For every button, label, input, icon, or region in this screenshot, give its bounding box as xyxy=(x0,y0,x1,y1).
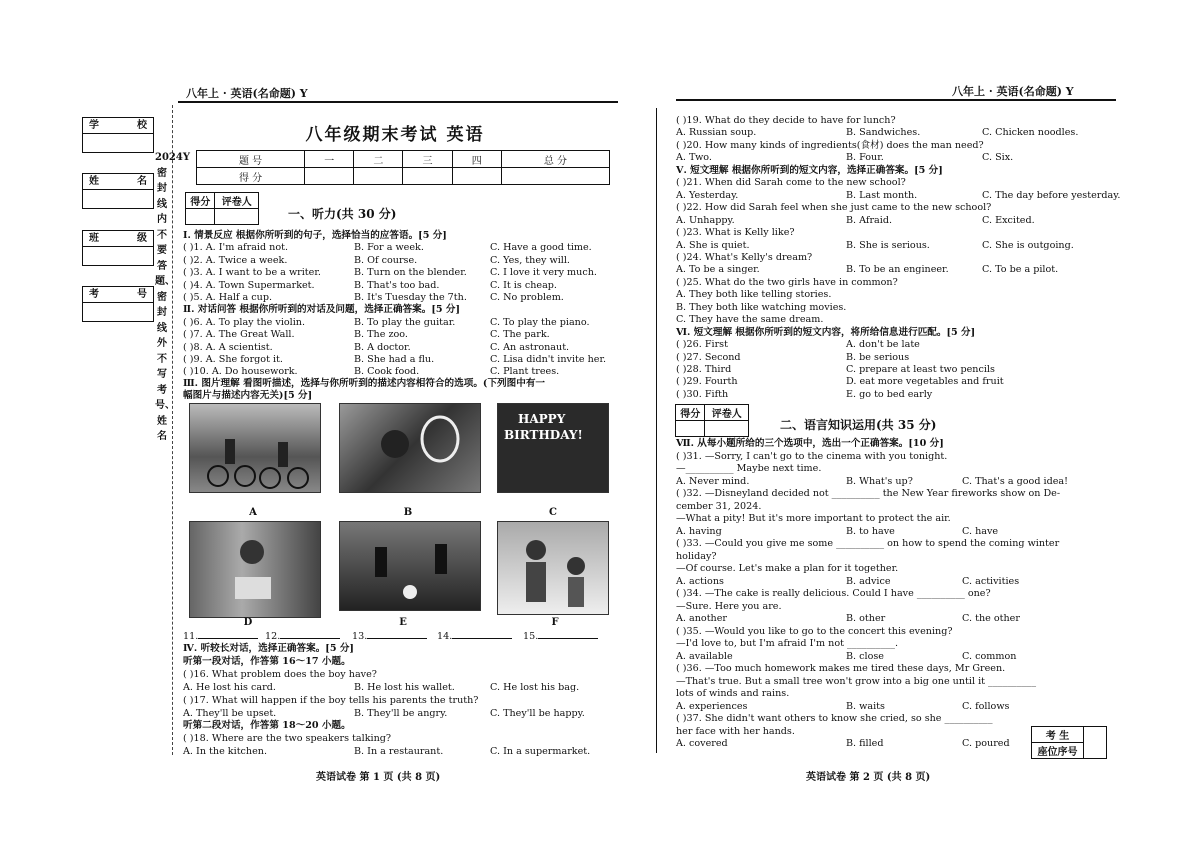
school-box[interactable]: 学 校 xyxy=(82,117,154,153)
answer-blank-15[interactable]: 15. xyxy=(523,631,598,643)
answer-blank-14[interactable]: 14. xyxy=(437,631,512,643)
question-line: ( )31. —Sorry, I can't go to the cinema with you tonight. xyxy=(676,450,948,462)
question-line: —What a pity! But it's more important to protect the air. xyxy=(676,513,951,524)
option-b: B. close xyxy=(846,650,884,662)
seal-line xyxy=(172,105,173,755)
question-line: ( )25. What do the two girls have in common? xyxy=(676,276,898,288)
score-row-label: 得 分 xyxy=(197,168,305,185)
question-line: ( )27. Second xyxy=(676,351,741,363)
question-line: —Of course. Let's make a plan for it together. xyxy=(676,563,899,574)
score-cell[interactable] xyxy=(305,168,354,185)
option-c: C. poured xyxy=(962,738,1010,749)
section-instruction: Ⅶ. 从每小题所给的三个选项中，选出一个正确答案。[10 分] xyxy=(676,438,944,449)
option-b: B. be serious xyxy=(846,351,910,363)
footer-left: 英语试卷 第 1 页 (共 8 页) xyxy=(316,772,441,783)
name-box[interactable]: 姓 名 xyxy=(82,173,154,209)
question-line: ( )7. A. The Great Wall. xyxy=(183,329,295,341)
header-rule-right xyxy=(676,99,1116,101)
option-b: A. don't be late xyxy=(846,339,920,351)
question-line: ( )36. —Too much homework makes me tired these days, Mr Green. xyxy=(676,663,1006,674)
question-line: ( )17. What will happen if the boy tells his parents the truth? xyxy=(183,694,479,706)
question-line: ( )33. —Could you give me some __________ on how to spend the coming winter xyxy=(676,538,1060,549)
score-header-cell: 四 xyxy=(452,151,501,168)
answer-blank-11[interactable]: 11. xyxy=(183,631,258,643)
picture-b-tennis xyxy=(339,403,481,493)
question-line: her face with her hands. xyxy=(676,725,795,737)
score-cell[interactable] xyxy=(354,168,403,185)
picture-d-reading xyxy=(189,521,321,618)
option-b: B. To play the guitar. xyxy=(354,316,456,328)
page-header-left: 八年上 · 英语(名命题) Y xyxy=(186,87,308,100)
seat-number-box: 考 生 座位序号 xyxy=(1031,726,1107,759)
question-line: B. They both like watching movies. xyxy=(676,301,847,313)
question-line: ( )2. A. Twice a week. xyxy=(183,254,288,266)
page-divider xyxy=(656,108,657,753)
option-c: C. In a supermarket. xyxy=(490,746,591,758)
option-b: B. What's up? xyxy=(846,475,913,487)
question-line: ( )6. A. To play the violin. xyxy=(183,316,306,328)
option-b: D. eat more vegetables and fruit xyxy=(846,376,1004,388)
question-line: ( )3. A. I want to be a writer. xyxy=(183,267,321,279)
question-line: ( )1. A. I'm afraid not. xyxy=(183,242,289,254)
picture-label: B xyxy=(403,507,413,518)
option-b: B. Of course. xyxy=(354,254,418,266)
answer-blank-12[interactable]: 12. xyxy=(265,631,340,643)
option-b: B. She is serious. xyxy=(846,239,930,251)
picture-label: D xyxy=(243,617,253,628)
question-line: A. They'll be upset. xyxy=(183,707,277,719)
question-line: ( )21. When did Sarah come to the new school? xyxy=(676,177,906,189)
question-line: A. available xyxy=(676,650,733,662)
score-header-cell: 总 分 xyxy=(501,151,609,168)
page-title: 八年级期末考试 英语 xyxy=(305,125,485,145)
question-line: ( )20. How many kinds of ingredients(食材) does the man need? xyxy=(676,139,984,151)
score-table xyxy=(196,150,610,185)
option-b: B. waits xyxy=(846,700,885,712)
option-b: B. advice xyxy=(846,575,891,587)
option-b: B. Cook food. xyxy=(354,366,420,378)
option-c: C. I love it very much. xyxy=(490,267,597,279)
option-c: C. Have a good time. xyxy=(490,242,592,254)
question-line: A. covered xyxy=(676,738,728,749)
option-b: B. A doctor. xyxy=(354,341,411,353)
question-line: ( )10. A. Do housework. xyxy=(183,366,298,378)
question-line: A. Russian soup. xyxy=(676,127,757,139)
score-header-cell: 二 xyxy=(354,151,403,168)
question-line: ( )8. A. A scientist. xyxy=(183,341,273,353)
class-box[interactable]: 班 级 xyxy=(82,230,154,266)
option-b: B. To be an engineer. xyxy=(846,264,949,276)
question-line: —__________ Maybe next time. xyxy=(676,463,822,474)
picture-label: A xyxy=(249,507,257,518)
option-b: B. The zoo. xyxy=(354,329,408,341)
option-b: E. go to bed early xyxy=(846,388,933,400)
option-c: C. To play the piano. xyxy=(490,316,590,328)
option-c: C. Six. xyxy=(982,152,1014,164)
section-instruction: Ⅳ. 听较长对话，选择正确答案。[5 分] xyxy=(183,643,354,654)
picture-label: C xyxy=(549,507,557,518)
section-instruction: 听第二段对话，作答第 18～20 小题。 xyxy=(183,720,351,732)
option-c: C. Lisa didn't invite her. xyxy=(490,354,607,365)
question-line: lots of winds and rains. xyxy=(676,688,790,699)
question-line: ( )23. What is Kelly like? xyxy=(676,227,795,239)
footer-right: 英语试卷 第 2 页 (共 8 页) xyxy=(806,772,931,783)
bicycle-icon xyxy=(190,404,320,492)
picture-a-cyclists xyxy=(189,403,321,493)
picture-label: F xyxy=(551,617,559,628)
question-line: —Sure. Here you are. xyxy=(676,600,782,612)
birthday-text-2: BIRTHDAY! xyxy=(504,428,583,442)
people-icon xyxy=(498,522,608,614)
option-c: C. The day before yesterday. xyxy=(982,189,1121,201)
option-b: B. In a restaurant. xyxy=(354,746,444,758)
score-cell[interactable] xyxy=(501,168,609,185)
question-line: A. Unhappy. xyxy=(676,214,735,226)
option-c: C. No problem. xyxy=(490,292,564,303)
birthday-text-1: HAPPY xyxy=(518,412,566,426)
section-instruction: 听第一段对话，作答第 16～17 小题。 xyxy=(183,655,351,667)
option-c: C. He lost his bag. xyxy=(490,681,580,693)
grader-box-2: 得分 评卷人 xyxy=(675,404,749,437)
score-cell[interactable] xyxy=(403,168,452,185)
question-line: A. Yesterday. xyxy=(676,189,739,201)
football-icon xyxy=(340,522,480,610)
question-line: cember 31, 2024. xyxy=(676,500,762,512)
option-b: B. He lost his wallet. xyxy=(354,681,455,693)
seat-number-input[interactable] xyxy=(1084,727,1107,759)
question-line: —That's true. But a small tree won't grow into a big one until it __________ xyxy=(676,675,1037,687)
score-header-cell: 三 xyxy=(403,151,452,168)
option-b: B. They'll be angry. xyxy=(354,707,448,719)
option-b: B. Turn on the blender. xyxy=(354,267,467,279)
option-c: C. activities xyxy=(962,575,1020,587)
question-line: A. In the kitchen. xyxy=(183,746,268,758)
question-line: ( )28. Third xyxy=(676,364,732,375)
option-c: C. They'll be happy. xyxy=(490,707,585,719)
option-b: B. to have xyxy=(846,525,895,537)
seal-line-text: 2024Y密封线内不要答题、密封线外不写考号、姓名 xyxy=(155,152,190,442)
option-b: B. It's Tuesday the 7th. xyxy=(354,292,467,303)
option-b: B. For a week. xyxy=(354,242,424,254)
option-c: C. Excited. xyxy=(982,214,1035,226)
option-b: B. Afraid. xyxy=(846,214,893,226)
question-line: ( )5. A. Half a cup. xyxy=(183,292,273,303)
question-line: C. They have the same dream. xyxy=(676,314,824,326)
picture-f-talking xyxy=(497,521,609,615)
question-line: ( )32. —Disneyland decided not __________ the New Year fireworks show on De- xyxy=(676,488,1061,499)
question-line: —I'd love to, but I'm afraid I'm not __________. xyxy=(676,638,899,649)
option-b: B. filled xyxy=(846,738,884,749)
question-line: A. They both like telling stories. xyxy=(676,289,832,301)
question-line: ( )29. Fourth xyxy=(676,376,738,388)
option-b: B. Four. xyxy=(846,152,884,164)
option-c: C. Plant trees. xyxy=(490,366,560,378)
question-line: A. To be a singer. xyxy=(676,264,760,276)
option-b: B. other xyxy=(846,613,886,624)
option-c: C. the other xyxy=(962,613,1020,624)
option-c: C. common xyxy=(962,650,1017,662)
option-c: C. It is cheap. xyxy=(490,279,557,291)
page-header-right: 八年上 · 英语(名命题) Y xyxy=(952,85,1074,98)
question-line: A. actions xyxy=(676,575,724,587)
option-b: B. Last month. xyxy=(846,189,918,201)
section-instruction: Ⅵ. 短文理解 根据你所听到的短文内容，将所给信息进行匹配。[5 分] xyxy=(676,326,976,338)
question-line: ( )37. She didn't want others to know she cried, so she __________ xyxy=(676,713,993,724)
option-c: C. Yes, they will. xyxy=(490,254,570,266)
score-cell[interactable] xyxy=(452,168,501,185)
option-b: B. She had a flu. xyxy=(354,354,435,365)
question-line: ( )34. —The cake is really delicious. Could I have __________ one? xyxy=(676,588,991,599)
option-b: B. Sandwiches. xyxy=(846,127,921,139)
section-instruction: Ⅴ. 短文理解 根据你所听到的短文内容，选择正确答案。[5 分] xyxy=(676,164,943,176)
option-c: C. have xyxy=(962,525,999,537)
option-c: C. To be a pilot. xyxy=(982,264,1059,276)
score-header-cell: 题 号 xyxy=(197,151,305,168)
section-2-title: 二、语言知识运用(共 35 分) xyxy=(780,418,937,432)
option-b: B. That's too bad. xyxy=(354,279,440,291)
option-b: C. prepare at least two pencils xyxy=(846,364,995,375)
question-line: A. He lost his card. xyxy=(183,681,276,693)
picture-label: E xyxy=(399,617,407,628)
grader-box-1: 得分 评卷人 xyxy=(185,192,259,225)
picture-e-football xyxy=(339,521,481,611)
question-line: holiday? xyxy=(676,550,717,562)
option-c: C. follows xyxy=(962,700,1010,712)
pic-instruction: Ⅲ. 图片理解 看图听描述，选择与你所听到的描述内容相符合的选项。(下列图中有一 xyxy=(183,378,546,389)
picture-c-birthday xyxy=(497,403,609,493)
question-line: A. another xyxy=(676,613,727,624)
option-c: C. She is outgoing. xyxy=(982,239,1074,251)
question-line: ( )16. What problem does the boy have? xyxy=(183,668,377,680)
question-line: A. having xyxy=(676,525,722,537)
option-c: C. An astronaut. xyxy=(490,341,570,353)
question-line: ( )24. What's Kelly's dream? xyxy=(676,251,813,263)
section-instruction: Ⅱ. 对话问答 根据你所听到的对话及问题，选择正确答案。[5 分] xyxy=(183,304,461,316)
question-line: ( )19. What do they decide to have for lunch? xyxy=(676,115,896,126)
pic-instruction-2: 幅图片与描述内容无关)[5 分] xyxy=(183,390,313,401)
option-c: C. The park. xyxy=(490,329,550,341)
answer-blank-13[interactable]: 13. xyxy=(352,631,427,643)
option-c: C. That's a good idea! xyxy=(962,475,1068,487)
header-rule-left xyxy=(178,101,618,103)
question-line: A. Two. xyxy=(676,152,712,164)
question-line: A. She is quiet. xyxy=(676,239,750,251)
score-header-cell: 一 xyxy=(305,151,354,168)
question-line: ( )9. A. She forgot it. xyxy=(183,354,283,365)
exam-number-box[interactable]: 考 号 xyxy=(82,286,154,322)
question-line: ( )30. Fifth xyxy=(676,388,729,400)
question-line: A. experiences xyxy=(676,700,748,712)
question-line: ( )26. First xyxy=(676,339,728,351)
question-line: A. Never mind. xyxy=(676,475,750,487)
question-line: ( )22. How did Sarah feel when she just came to the new school? xyxy=(676,202,992,214)
tennis-racket-icon xyxy=(340,404,480,492)
question-line: ( )35. —Would you like to go to the concert this evening? xyxy=(676,625,953,637)
question-line: ( )4. A. Town Supermarket. xyxy=(183,279,315,291)
question-line: ( )18. Where are the two speakers talking? xyxy=(183,733,392,745)
book-reader-icon xyxy=(190,522,320,617)
section-1-title: 一、听力(共 30 分) xyxy=(288,207,397,221)
option-c: C. Chicken noodles. xyxy=(982,127,1079,139)
section-instruction: Ⅰ. 情景反应 根据你所听到的句子，选择恰当的应答语。[5 分] xyxy=(183,230,447,241)
